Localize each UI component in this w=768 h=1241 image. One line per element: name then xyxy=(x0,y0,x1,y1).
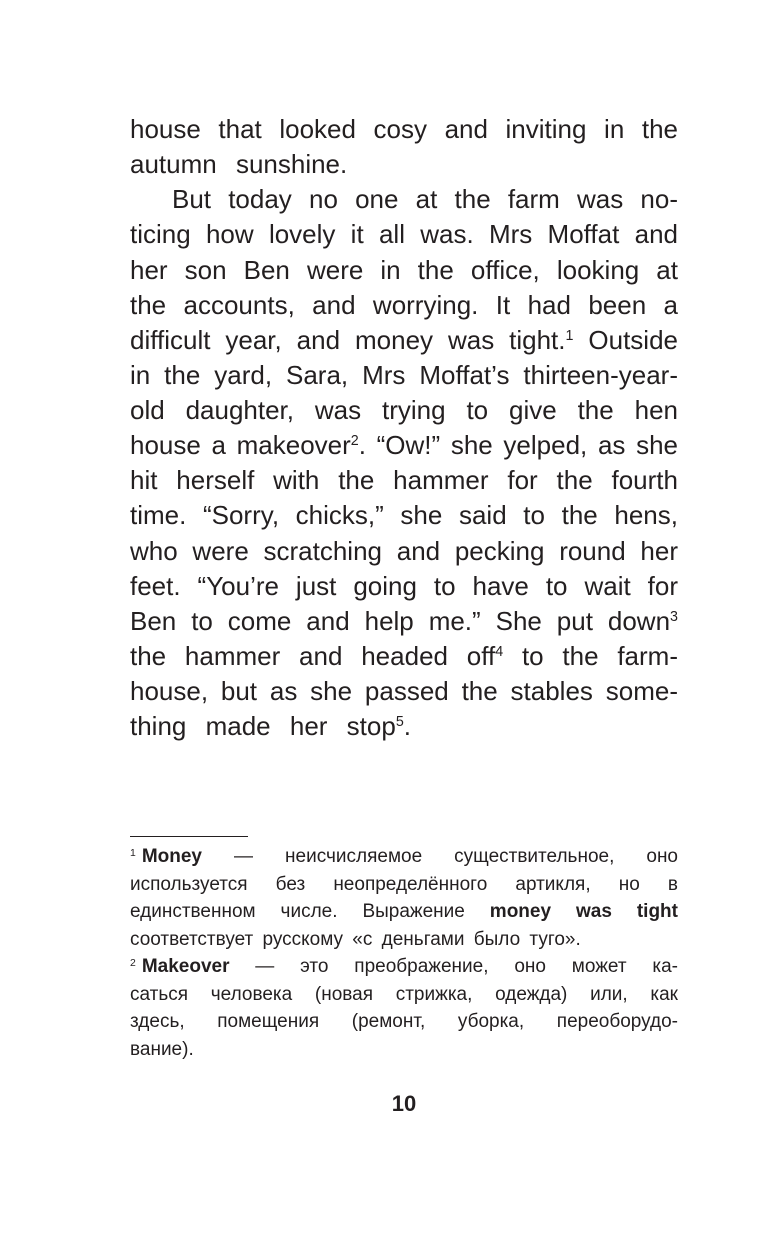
footnote-line: здесь, помещения (ремонт, уборка, переоборудо- xyxy=(130,1011,678,1033)
footnote-reference: 5 xyxy=(395,714,404,731)
footnote-reference: 1 xyxy=(565,327,574,344)
text-line xyxy=(130,323,678,358)
footnote-term: Makeover xyxy=(141,956,230,978)
footnote-reference: 3 xyxy=(670,608,678,625)
footnote-number: 1 xyxy=(130,847,136,859)
line-text: . “Ow!” she yelped, as she xyxy=(358,430,678,461)
footnote-line: саться человека (новая стрижка, одежда) или, как xyxy=(130,983,678,1005)
footnote-1 xyxy=(130,843,678,953)
footnote-text: единственном числе. Выражение xyxy=(130,901,490,923)
text-line: house that looked cosy and inviting in the xyxy=(130,114,678,144)
footnote-term: Money xyxy=(141,846,202,867)
line-text: to the farm- xyxy=(503,640,678,671)
line-text: Outside xyxy=(573,324,678,355)
footnote-line xyxy=(130,953,678,981)
text-line: old daughter, was trying to give the hen xyxy=(130,395,678,425)
footnote-line: вание). xyxy=(130,1038,194,1060)
footnotes xyxy=(130,843,678,1064)
line-text: difficult year, and money was tight. xyxy=(130,324,566,355)
main-text xyxy=(130,112,678,744)
footnote-number: 2 xyxy=(130,957,136,969)
text-line: hit herself with the hammer for the fourth xyxy=(130,465,678,496)
footnote-reference: 4 xyxy=(495,644,504,661)
text-line xyxy=(130,604,678,639)
footnote-reference: 2 xyxy=(350,433,359,450)
footnote-highlight: money was tight xyxy=(489,901,678,923)
line-text: Ben to come and help me.” She put down xyxy=(130,605,671,636)
text-line: house, but as she passed the stables some- xyxy=(130,676,678,706)
footnote-line: используется без неопределённого артикля, но в xyxy=(130,873,678,895)
text-line: her son Ben were in the office, looking at xyxy=(130,254,678,285)
footnote-2 xyxy=(130,953,678,1063)
text-line xyxy=(130,709,678,744)
footnote-text: — это преображение, оно может ка- xyxy=(229,956,678,978)
text-line: in the yard, Sara, Mrs Moffat’s thirteen-year- xyxy=(130,359,678,390)
text-line: But today no one at the farm was no- xyxy=(172,184,678,215)
text-line: feet. “You’re just going to have to wait for xyxy=(130,570,678,601)
page-number: 10 xyxy=(391,1091,417,1116)
footnote-line xyxy=(130,898,678,926)
line-text: thing made her stop xyxy=(130,711,396,742)
line-text: the hammer and headed off xyxy=(130,640,496,671)
text-line: who were scratching and pecking round her xyxy=(130,535,678,566)
line-text: . xyxy=(403,711,411,742)
line-text: house a makeover xyxy=(130,430,351,461)
text-line: autumn sunshine. xyxy=(130,149,348,180)
footnote-text: — неисчисляемое существительное, оно xyxy=(202,846,678,867)
footnote-separator xyxy=(130,836,248,837)
text-line: ticing how lovely it all was. Mrs Moffat and xyxy=(130,219,678,250)
text-line xyxy=(130,428,678,463)
footnote-line xyxy=(130,843,678,871)
text-line xyxy=(130,639,678,674)
text-line: time. “Sorry, chicks,” she said to the hens, xyxy=(130,500,678,531)
footnote-line: соответствует русскому «с деньгами было туго». xyxy=(130,928,581,950)
text-line: the accounts, and worrying. It had been a xyxy=(130,289,678,320)
